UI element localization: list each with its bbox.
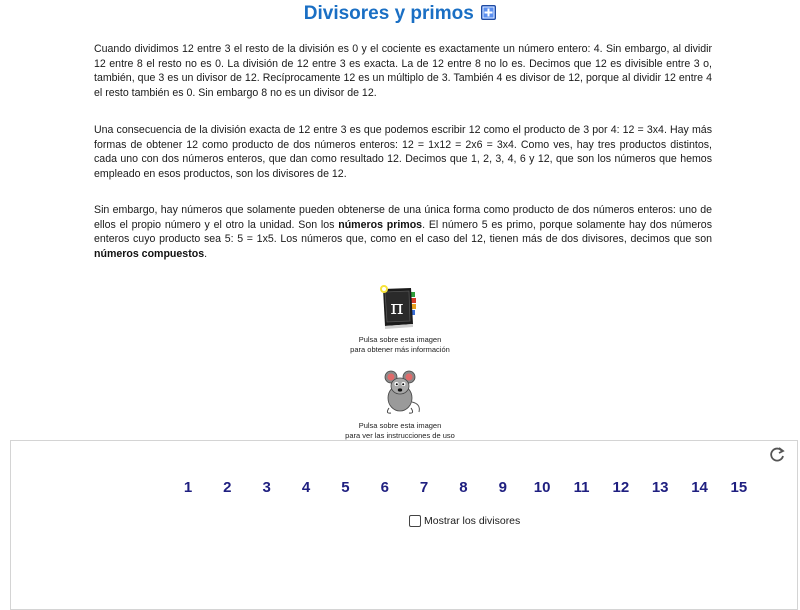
number-1[interactable]: 1 xyxy=(183,479,193,496)
number-4[interactable]: 4 xyxy=(301,479,311,496)
paragraph-divisibility: Cuando dividimos 12 entre 3 el resto de la división es 0 y el cociente es exactamente un número entero: 4. Sin embargo, al dividir 12 entre 8 el resto no es 0. La división de 12 entre 3 es exacta. La de 12 entre 8 no lo es. Decimos que 12 es divisible entre 3 o, también, que 3 es un divisor de 12. Recíprocamente 12 es un múltiplo de 3. También 4 es divisor de 12, porque al dividir 12 entre 4 el resto también es 0. Sin embargo 8 no es un divisor de 12. xyxy=(94,43,712,99)
divisors-applet xyxy=(10,440,798,610)
paragraph-primes-text-c: . xyxy=(204,247,208,260)
mouse-caption-line2: para ver las instrucciones de uso xyxy=(345,431,455,440)
term-primes: números primos xyxy=(338,218,423,231)
title-row xyxy=(0,2,800,26)
number-9[interactable]: 9 xyxy=(498,479,507,496)
number-15[interactable]: 15 xyxy=(730,479,748,496)
number-14[interactable]: 14 xyxy=(691,479,708,496)
page-title: Divisores y primos xyxy=(303,3,474,24)
paragraph-products: Una consecuencia de la división exacta de 12 entre 3 es que podemos escribir 12 como el producto de 3 por 4: 12 = 3x4. Hay más formas de obtener 12 como producto de dos números enteros: 12 = 1x12 = 2x6 = 3x4. Como ves, hay tres productos distintos, cada uno con dos números enteros, que dan como resultado 12. Decimos que 1, 2, 3, 4, 6 y 12, que son los números que hemos empleado en esos productos, son los divisores de 12. xyxy=(94,124,712,180)
mouse-icon[interactable] xyxy=(375,368,425,421)
number-8[interactable]: 8 xyxy=(459,479,468,496)
number-6[interactable]: 6 xyxy=(380,479,389,496)
number-row xyxy=(11,479,799,499)
instructions-mouse-block xyxy=(0,368,800,441)
info-book-block xyxy=(0,284,800,355)
number-12[interactable]: 12 xyxy=(612,479,630,496)
term-composites: números compuestos xyxy=(94,247,205,260)
number-2[interactable]: 2 xyxy=(223,479,232,496)
number-11[interactable]: 11 xyxy=(573,479,590,496)
paragraph-primes-text-b: . El número 5 es primo, porque solamente hay dos números enteros cuyo producto sea 5: 5 = 1x5. Los números que, como en el caso del 12, tienen más de dos divisores, decimos que son xyxy=(94,218,712,245)
number-10[interactable]: 10 xyxy=(533,479,551,496)
paragraph-primes-text-a: Sin embargo, hay números que solamente pueden obtenerse de una única forma como producto de dos números enteros: uno de ellos el propio número y el otro la unidad. Son los xyxy=(94,204,712,231)
show-divisors-row xyxy=(409,515,520,527)
book-caption-line1: Pulsa sobre esta imagen xyxy=(358,335,442,344)
number-3[interactable]: 3 xyxy=(262,479,271,496)
mouse-caption-line1: Pulsa sobre esta imagen xyxy=(358,421,442,430)
show-divisors-checkbox[interactable] xyxy=(409,515,421,527)
expand-plus-icon[interactable] xyxy=(481,5,496,20)
refresh-icon[interactable] xyxy=(767,445,787,465)
paragraph-primes xyxy=(94,203,712,261)
book-caption-line2: para obtener más información xyxy=(350,345,450,354)
book-pi-glyph: π xyxy=(390,295,404,319)
pi-book-icon[interactable] xyxy=(375,284,425,335)
number-13[interactable]: 13 xyxy=(651,479,669,496)
number-7[interactable]: 7 xyxy=(419,479,429,496)
number-5[interactable]: 5 xyxy=(341,479,350,496)
show-divisors-label: Mostrar los divisores xyxy=(424,515,521,528)
